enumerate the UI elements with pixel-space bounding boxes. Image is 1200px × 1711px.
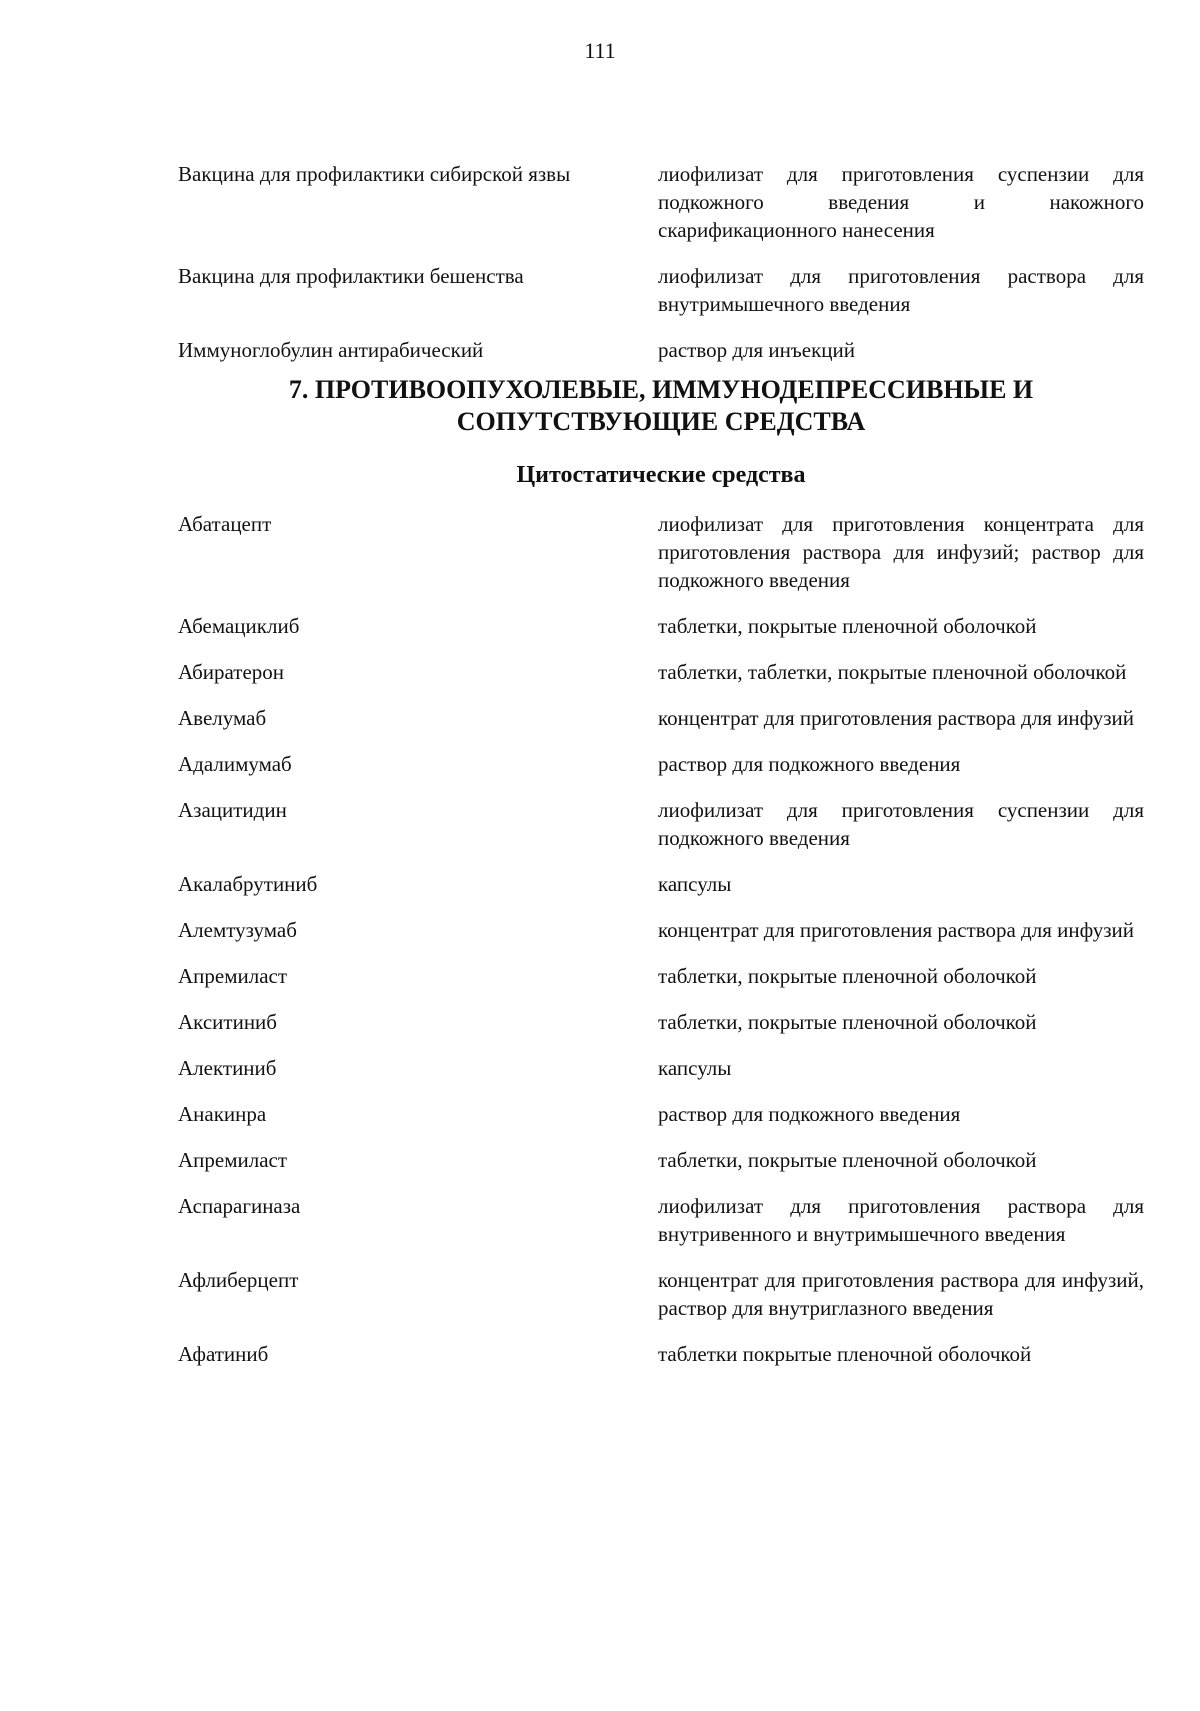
drug-name: Авелумаб [178,706,267,730]
dosage-form: таблетки, покрытые пленочной оболочкой [658,1148,1037,1172]
dosage-form: таблетки, таблетки, покрытые пленочной оболочкой [658,660,1127,684]
drug-name: Абиратерон [178,660,285,684]
intro-list [178,160,1144,364]
dosage-form: раствор для подкожного введения [658,752,961,776]
drug-name: Абатацепт [178,512,272,536]
drug-name: Абемациклиб [178,614,300,638]
dosage-form: таблетки, покрытые пленочной оболочкой [658,614,1037,638]
list-item [178,262,1144,318]
dosage-form: концентрат для приготовления раствора для инфузий [658,706,1134,730]
list-item [178,870,1144,898]
list-item [178,160,1144,244]
dosage-form: лиофилизат для приготовления суспензии для подкожного введения и накожного скарификационного нанесения [658,162,1144,242]
dosage-form: таблетки, покрытые пленочной оболочкой [658,1010,1037,1034]
list-item [178,1100,1144,1128]
dosage-form: лиофилизат для приготовления концентрата для приготовления раствора для инфузий; раствор для подкожного введения [658,512,1144,592]
list-item [178,1008,1144,1036]
list-item [178,750,1144,778]
dosage-form: раствор для подкожного введения [658,1102,961,1126]
page-number: 111 [584,38,616,63]
drug-name: Вакцина для профилактики бешенства [178,264,524,288]
drug-name: Апремиласт [178,964,288,988]
list-item [178,962,1144,990]
subsection-title: Цитостатические средства [516,462,806,488]
drug-name: Алемтузумаб [178,918,297,942]
list-item [178,1340,1144,1368]
dosage-form: таблетки покрытые пленочной оболочкой [658,1342,1032,1366]
dosage-form: раствор для инъекций [658,338,855,362]
list-item [178,510,1144,594]
document-body [178,160,1144,1386]
dosage-form: капсулы [658,872,732,896]
list-item [178,1266,1144,1322]
list-item [178,612,1144,640]
dosage-form: концентрат для приготовления раствора для инфузий [658,918,1134,942]
list-item [178,916,1144,944]
drug-name: Алектиниб [178,1056,277,1080]
drug-list [178,510,1144,1368]
drug-name: Афлиберцепт [178,1268,299,1292]
drug-name: Акситиниб [178,1010,277,1034]
dosage-form: лиофилизат для приготовления раствора для внутримышечного введения [658,264,1144,316]
dosage-form: лиофилизат для приготовления суспензии для подкожного введения [658,798,1144,850]
drug-name: Азацитидин [178,798,287,822]
section-title-line: СОПУТСТВУЮЩИЕ СРЕДСТВА [456,407,866,436]
drug-name: Вакцина для профилактики сибирской язвы [178,162,571,186]
list-item [178,336,1144,364]
drug-name: Анакинра [178,1102,267,1126]
list-item [178,704,1144,732]
list-item [178,658,1144,686]
dosage-form: концентрат для приготовления раствора для инфузий, раствор для внутриглазного введения [658,1268,1144,1320]
dosage-form: лиофилизат для приготовления раствора для внутривенного и внутримышечного введения [658,1194,1144,1246]
section-title [178,374,1144,438]
drug-name: Иммуноглобулин антирабический [178,338,484,362]
list-item [178,1054,1144,1082]
drug-name: Апремиласт [178,1148,288,1172]
dosage-form: капсулы [658,1056,732,1080]
list-item [178,796,1144,852]
drug-name: Аспарагиназа [178,1194,301,1218]
drug-name: Адалимумаб [178,752,292,776]
list-item [178,1192,1144,1248]
dosage-form: таблетки, покрытые пленочной оболочкой [658,964,1037,988]
list-item [178,1146,1144,1174]
drug-name: Акалабрутиниб [178,872,318,896]
section-title-line: 7. ПРОТИВООПУХОЛЕВЫЕ, ИММУНОДЕПРЕССИВНЫЕ И [288,375,1034,404]
drug-name: Афатиниб [178,1342,269,1366]
